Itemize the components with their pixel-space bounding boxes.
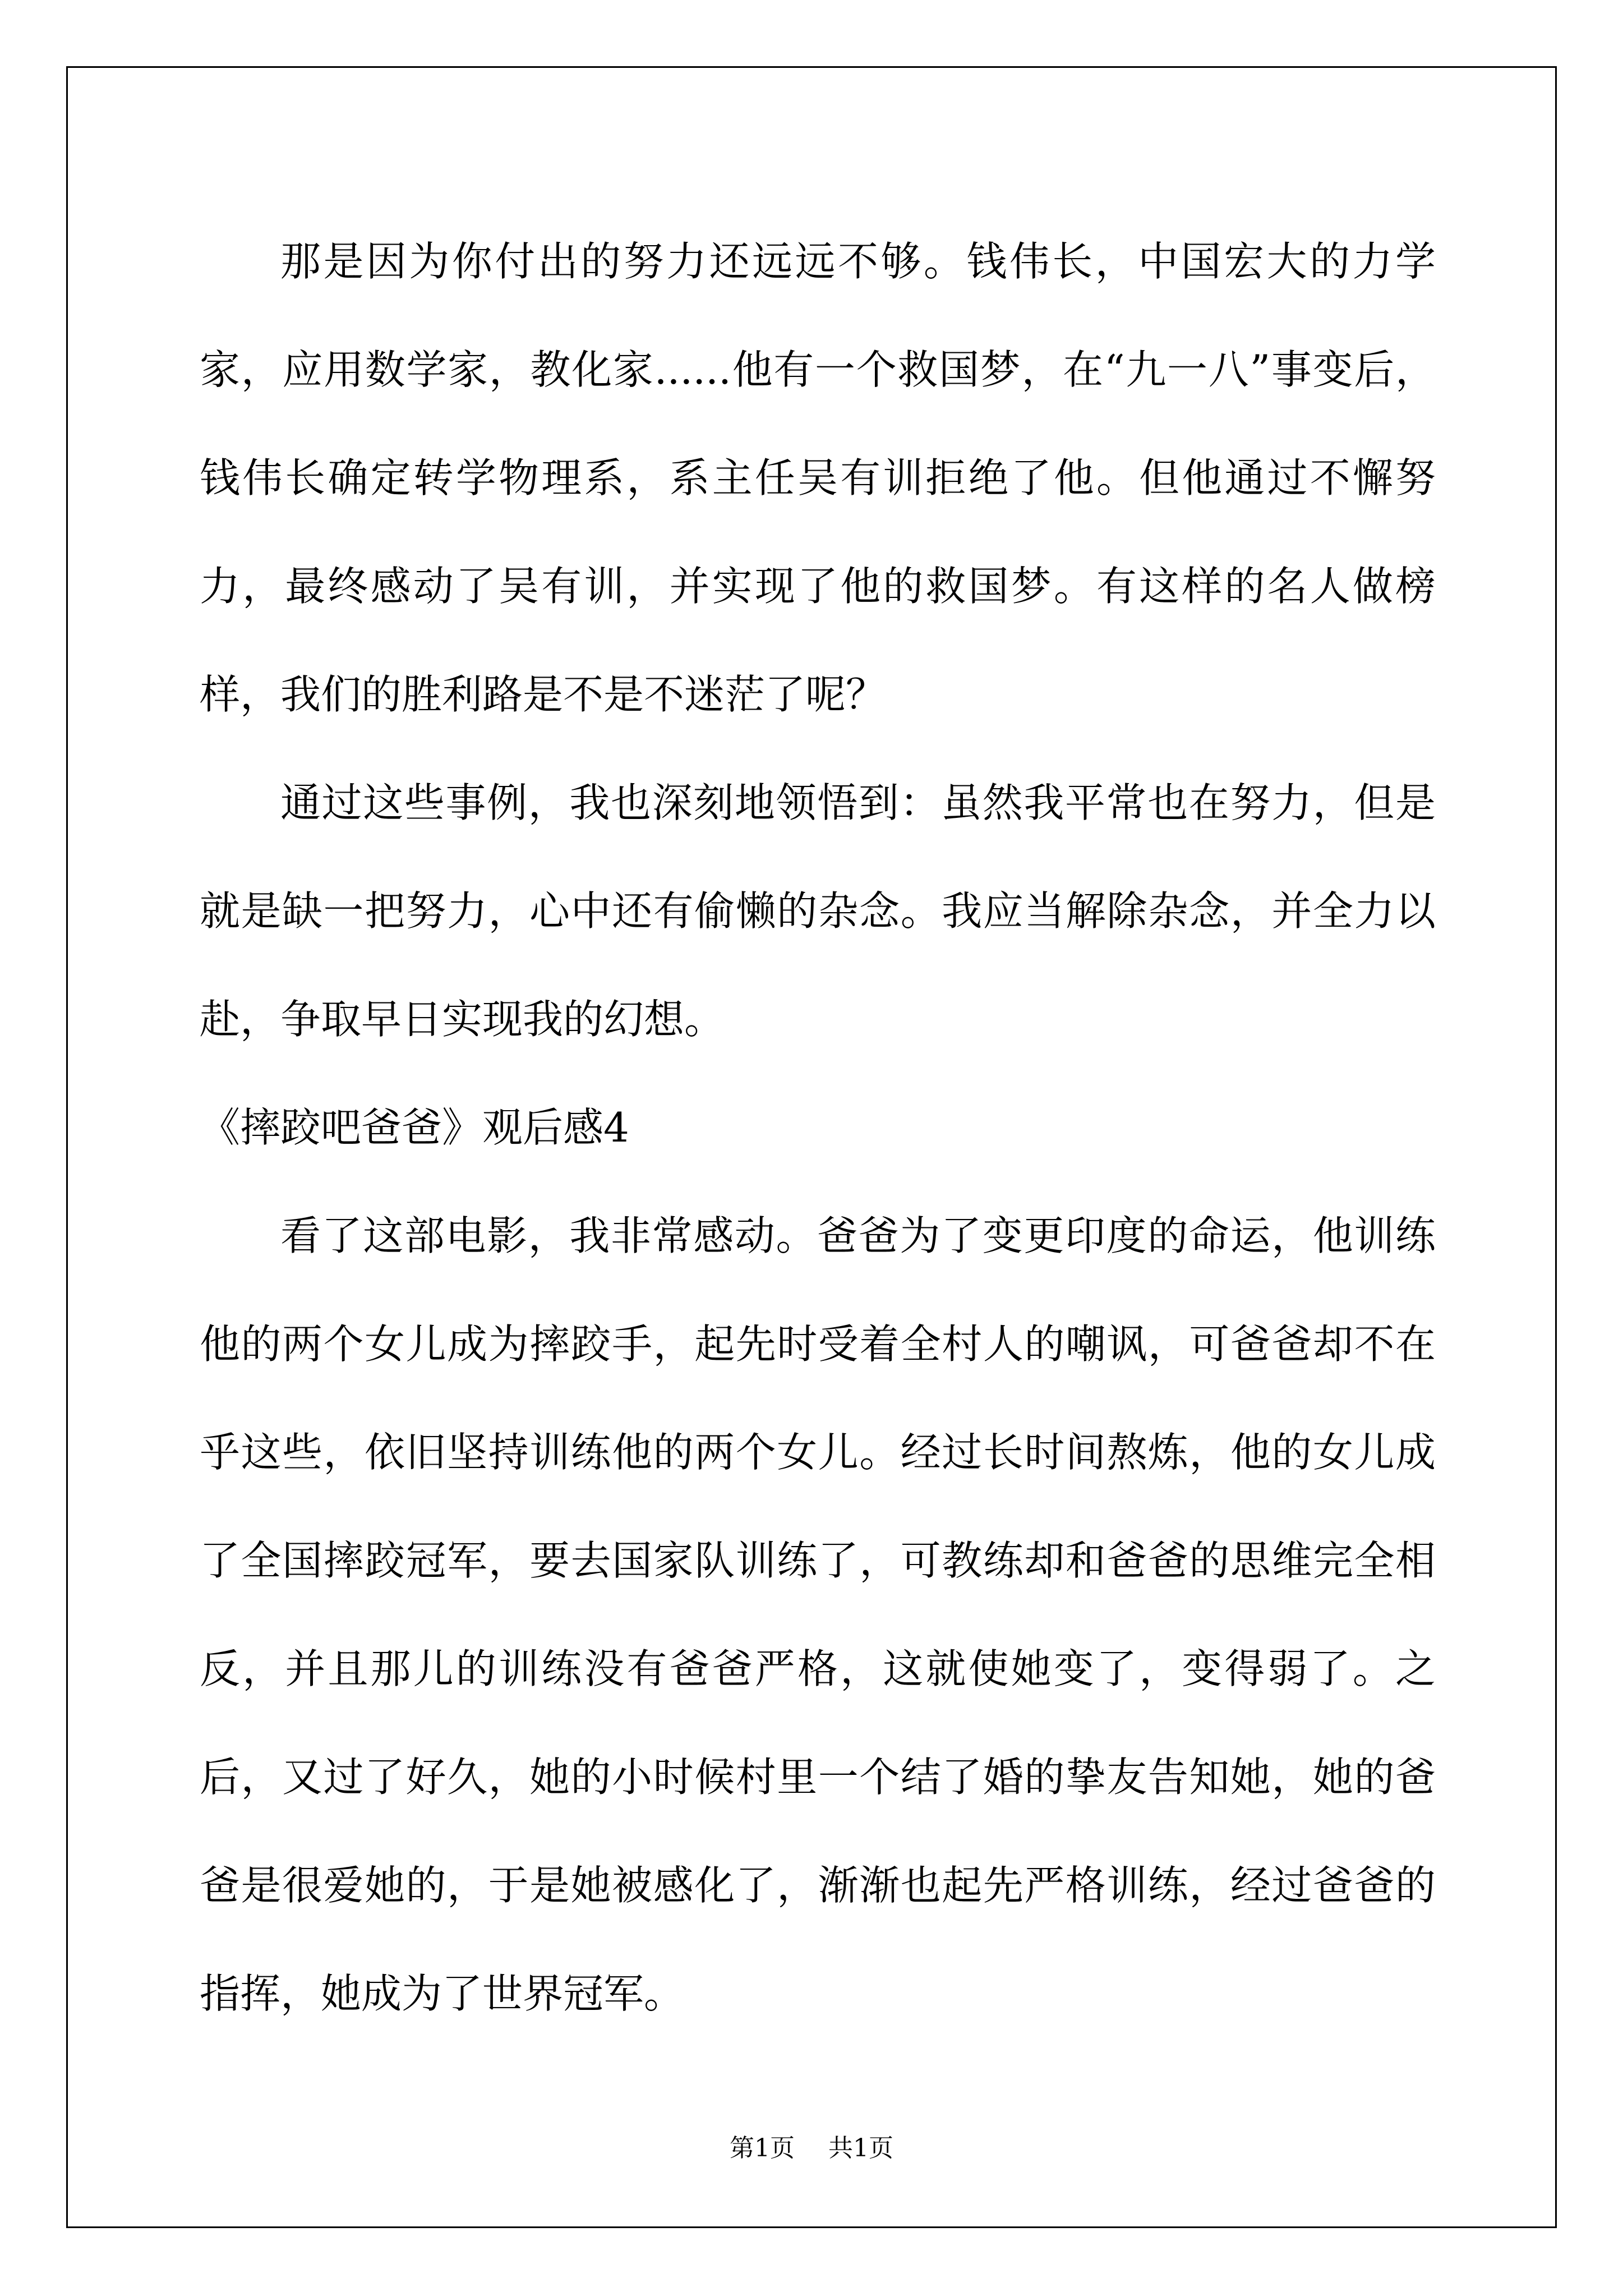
- page-total: 共1页: [828, 2134, 893, 2162]
- section-title: 《摔跤吧爸爸》观后感4: [200, 1104, 629, 1151]
- paragraph: 看了这部电影，我非常感动。爸爸为了变更印度的命运，他训练他的两个女儿成为摔跤手，起先时受着全村人的嘲讽，可爸爸却不在乎这些，依旧坚持训练他的两个女儿。经过长时间熬炼，他的女儿成了全国摔跤冠军，要去国家队训练了，可教练却和爸爸的思维完全相反，并且那儿的训练没有爸爸严格，这就使她变了，变得弱了。之后，又过了好久，她的小时候村里一个结了婚的挚友告知她，她的爸爸是很爱她的，于是她被感化了，渐渐也起先严格训练，经过爸爸的指挥，她成为了世界冠军。: [200, 1212, 1436, 2017]
- document-body: [200, 208, 1436, 2048]
- paragraph: 通过这些事例，我也深刻地领悟到：虽然我平常也在努力，但是就是缺一把努力，心中还有偷懒的杂念。我应当解除杂念，并全力以赴，争取早日实现我的幻想。: [200, 779, 1436, 1043]
- page-number: 第1页: [730, 2134, 795, 2162]
- page-footer: [0, 2132, 1623, 2165]
- paragraph: 那是因为你付出的努力还远远不够。钱伟长，中国宏大的力学家，应用数学家，教化家......他有一个救国梦，在“九一八”事变后，钱伟长确定转学物理系，系主任吴有训拒绝了他。但他通过不懈努力，最终感动了吴有训，并实现了他的救国梦。有这样的名人做榜样，我们的胜利路是不是不迷茫了呢？: [200, 238, 1436, 718]
